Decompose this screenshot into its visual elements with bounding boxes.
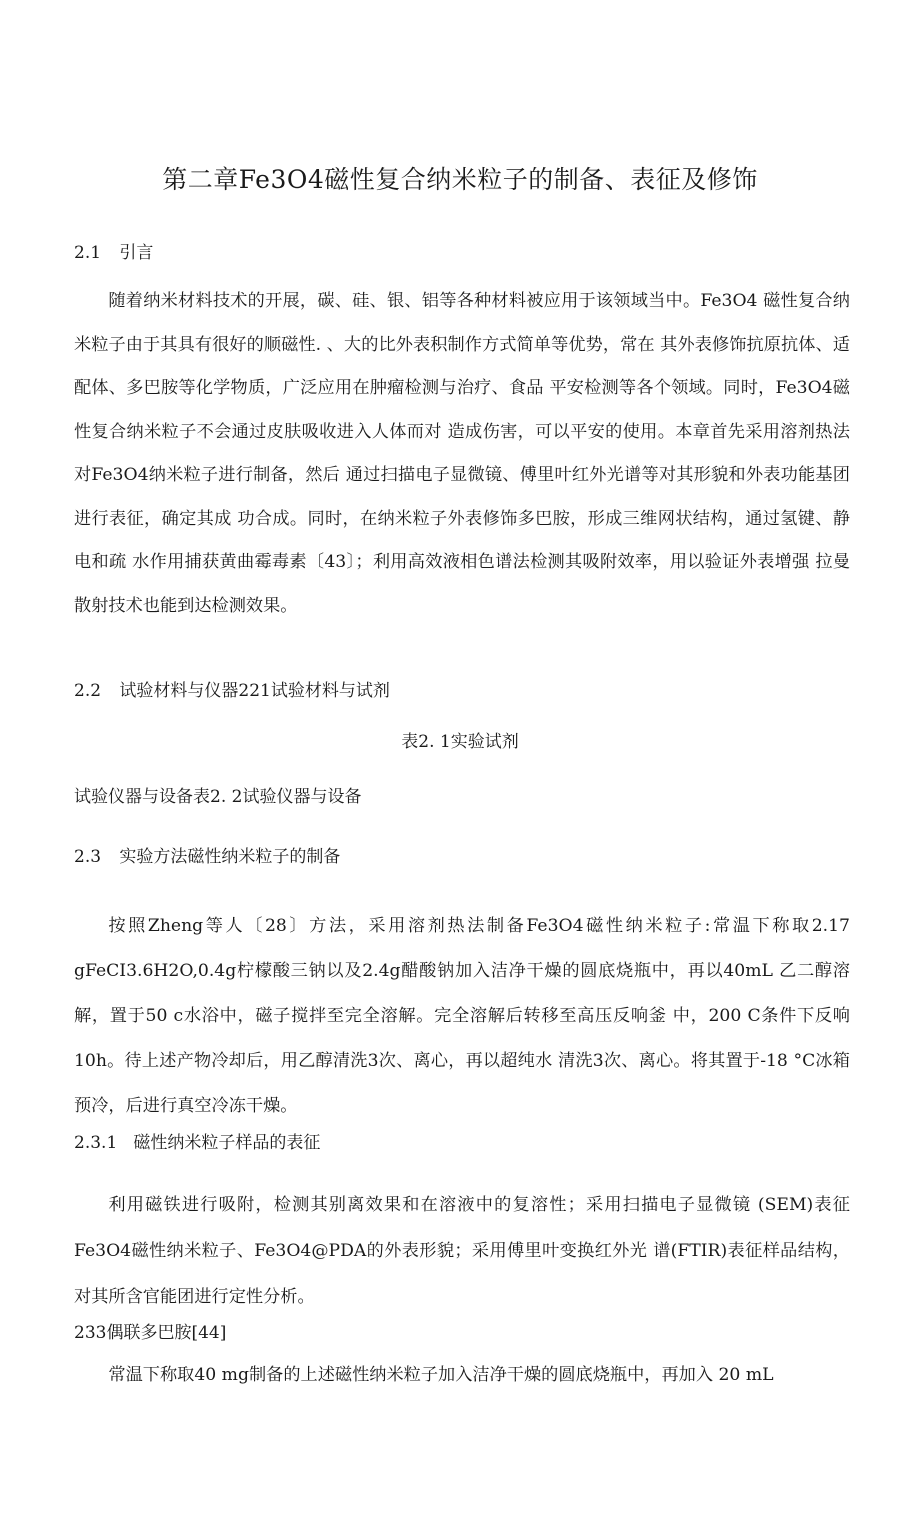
section-heading-2-1 xyxy=(74,238,153,263)
section-heading-2-3-1 xyxy=(74,1128,320,1153)
dopamine-paragraph: 常温下称取40 mg制备的上述磁性纳米粒子加入洁净干燥的圆底烧瓶中，再加入 20 mL xyxy=(108,1365,774,1385)
characterization-paragraph: 利用磁铁进行吸附，检测其别离效果和在溶液中的复溶性；采用扫描电子显微镜 (SEM)表征Fe3O4磁性纳米粒子、Fe3O4@PDA的外表形貌；采用傅里叶变换红外光 谱(FTIR)表征样品结构，对其所含官能团进行定性分析。 xyxy=(74,1195,850,1307)
method-paragraph: 按照Zheng等人〔28〕方法，采用溶剂热法制备Fe3O4磁性纳米粒子:常温下称取2.17 gFeCI3.6H2O,0.4g柠檬酸三钠以及2.4g醋酸钠加入洁净干燥的圆底烧瓶中，再以40mL 乙二醇溶解，置于50 c水浴中，磁子搅拌至完全溶解。完全溶解后转移至高压反响釜 中，200 C条件下反响10h。待上述产物冷却后，用乙醇清洗3次、离心，再以超纯水 清洗3次、离心。将其置于-18 °C冰箱预冷，后进行真空冷冻干燥。 xyxy=(74,916,850,1116)
chapter-title: 第二章Fe3O4磁性复合纳米粒子的制备、表征及修饰 xyxy=(162,165,758,194)
instruments-line: 试验仪器与设备表2. 2试验仪器与设备 xyxy=(74,787,362,807)
section-title: 磁性纳米粒子样品的表征 xyxy=(133,1133,321,1153)
section-title: 实验方法磁性纳米粒子的制备 xyxy=(119,847,341,867)
section-heading-2-3-3: 233偶联多巴胺[44] xyxy=(74,1323,227,1343)
intro-paragraph: 随着纳米材料技术的开展，碳、硅、银、铝等各种材料被应用于该领域当中。Fe3O4 磁性复合纳米粒子由于其具有很好的顺磁性. 、大的比外表积制作方式简单等优势，常在 其外表修饰抗原抗体、适配体、多巴胺等化学物质，广泛应用在肿瘤检测与治疗、食品 平安检测等各个领域。同时，Fe3O4磁性复合纳米粒子不会通过皮肤吸收进入人体而对 造成伤害，可以平安的使用。本章首先采用溶剂热法对Fe3O4纳米粒子进行制备，然后 通过扫描电子显微镜、傅里叶红外光谱等对其形貌和外表功能基团进行表征，确定其成 功合成。同时，在纳米粒子外表修饰多巴胺，形成三维网状结构，通过氢键、静电和疏 水作用捕获黄曲霉毒素〔43〕；利用高效液相色谱法检测其吸附效率，用以验证外表增强 拉曼散射技术也能到达检测效果。 xyxy=(74,291,850,616)
section-title: 引言 xyxy=(119,243,154,263)
section-number: 2.3 xyxy=(74,847,102,867)
section-heading-2-2 xyxy=(74,676,390,701)
section-number: 2.3.1 xyxy=(74,1133,118,1153)
table-caption-2-1: 表2. 1实验试剂 xyxy=(401,732,519,752)
section-number: 2.1 xyxy=(74,243,102,263)
section-title: 试验材料与仪器221试验材料与试剂 xyxy=(119,681,390,701)
section-number: 2.2 xyxy=(74,681,102,701)
section-heading-2-3 xyxy=(74,842,340,867)
